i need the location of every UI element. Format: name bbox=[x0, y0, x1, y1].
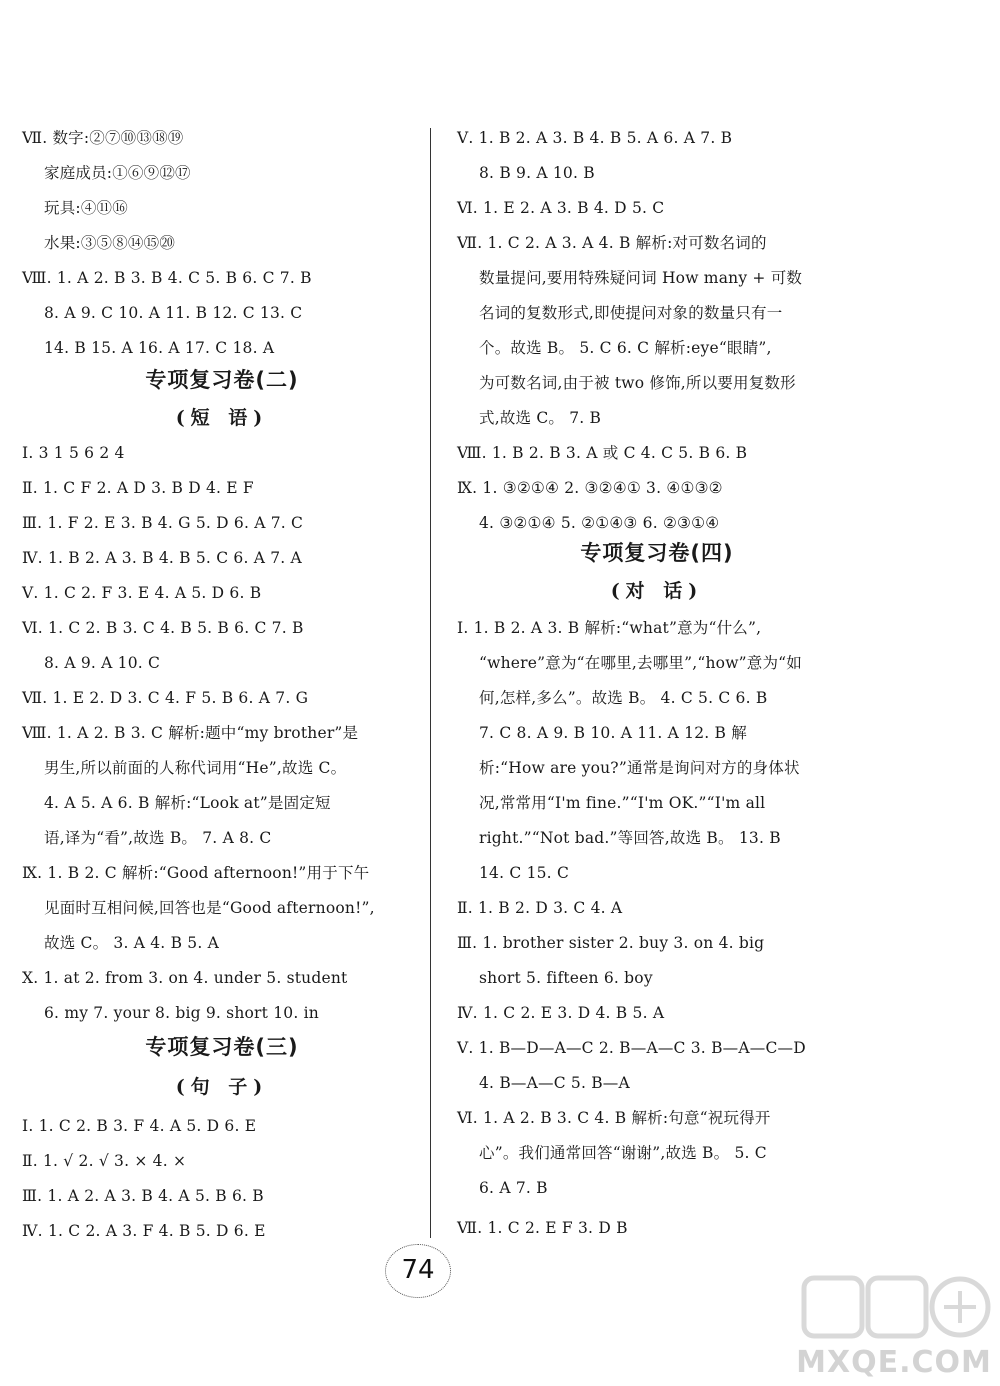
text-line: 6. my 7. your 8. big 9. short 10. in bbox=[44, 1004, 319, 1022]
text-line: short 5. fifteen 6. boy bbox=[479, 969, 653, 987]
text-line: Ⅸ. 1. ③②①④ 2. ③②④① 3. ④①③② bbox=[457, 479, 723, 497]
text-line: Ⅶ. 1. C 2. E F 3. D B bbox=[457, 1219, 628, 1237]
text-line: 心”。我们通常回答“谢谢”,故选 B。 5. C bbox=[479, 1144, 767, 1162]
text-line: Ⅱ. 1. √ 2. √ 3. × 4. × bbox=[22, 1152, 187, 1170]
text-line: Ⅵ. 1. E 2. A 3. B 4. D 5. C bbox=[457, 199, 665, 217]
text-line: Ⅰ. 1. C 2. B 3. F 4. A 5. D 6. E bbox=[22, 1117, 257, 1135]
text-line: 水果:③⑤⑧⑭⑮⑳ bbox=[44, 234, 176, 252]
text-line: 况,常常用“I'm fine.”“I'm OK.”“I'm all bbox=[479, 794, 766, 812]
text-line: 8. A 9. A 10. C bbox=[44, 654, 161, 672]
text-line: 家庭成员:①⑥⑨⑫⑰ bbox=[44, 164, 191, 182]
text-line: 4. B—A—C 5. B—A bbox=[479, 1074, 630, 1092]
text-line: Ⅷ. 1. A 2. B 3. B 4. C 5. B 6. C 7. B bbox=[22, 269, 312, 287]
text-line: 7. C 8. A 9. B 10. A 11. A 12. B 解 bbox=[479, 724, 747, 742]
text-line: Ⅴ. 1. C 2. F 3. E 4. A 5. D 6. B bbox=[22, 584, 262, 602]
text-line: Ⅳ. 1. B 2. A 3. B 4. B 5. C 6. A 7. A bbox=[22, 549, 302, 567]
section-subtitle-3: (句 子) bbox=[175, 1076, 269, 1098]
text-line: Ⅳ. 1. C 2. E 3. D 4. B 5. A bbox=[457, 1004, 665, 1022]
page-number: 74 bbox=[401, 1255, 435, 1285]
text-line: 14. C 15. C bbox=[479, 864, 570, 882]
text-line: Ⅶ. 1. C 2. A 3. A 4. B 解析:对可数名词的 bbox=[457, 234, 767, 252]
text-line: Ⅷ. 1. A 2. B 3. C 解析:题中“my brother”是 bbox=[22, 724, 359, 742]
text-line: Ⅸ. 1. B 2. C 解析:“Good afternoon!”用于下午 bbox=[22, 864, 370, 882]
text-line: 语,译为“看”,故选 B。 7. A 8. C bbox=[44, 829, 272, 847]
text-line: 故选 C。 3. A 4. B 5. A bbox=[44, 934, 219, 952]
text-line: Ⅵ. 1. C 2. B 3. C 4. B 5. B 6. C 7. B bbox=[22, 619, 304, 637]
text-line: Ⅴ. 1. B 2. A 3. B 4. B 5. A 6. A 7. B bbox=[457, 129, 733, 147]
text-line: Ⅱ. 1. C F 2. A D 3. B D 4. E F bbox=[22, 479, 254, 497]
text-line: Ⅳ. 1. C 2. A 3. F 4. B 5. D 6. E bbox=[22, 1222, 266, 1240]
section-subtitle-2: (短 语) bbox=[175, 407, 269, 429]
text-line: “where”意为“在哪里,去哪里”,“how”意为“如 bbox=[479, 654, 803, 672]
text-line: 8. B 9. A 10. B bbox=[479, 164, 595, 182]
text-line: 4. A 5. A 6. B 解析:“Look at”是固定短 bbox=[44, 794, 331, 812]
column-divider bbox=[430, 128, 431, 1238]
text-line: Ⅰ. 1. B 2. A 3. B 解析:“what”意为“什么”, bbox=[457, 619, 762, 637]
text-line: 8. A 9. C 10. A 11. B 12. C 13. C bbox=[44, 304, 303, 322]
section-subtitle-4: (对 话) bbox=[610, 580, 704, 602]
text-line: 男生,所以前面的人称代词用“He”,故选 C。 bbox=[44, 759, 347, 777]
section-heading-4: 专项复习卷(四) bbox=[580, 541, 734, 565]
text-line: Ⅲ. 1. A 2. A 3. B 4. A 5. B 6. B bbox=[22, 1187, 264, 1205]
text-line: 何,怎样,多么”。故选 B。 4. C 5. C 6. B bbox=[479, 689, 768, 707]
text-line: 4. ③②①④ 5. ②①④③ 6. ②③①④ bbox=[479, 514, 720, 532]
watermark-text: MXQE.COM bbox=[796, 1345, 992, 1380]
text-line: right.”“Not bad.”等回答,故选 B。 13. B bbox=[479, 829, 781, 847]
text-line: 式,故选 C。 7. B bbox=[479, 409, 602, 427]
section-heading-3: 专项复习卷(三) bbox=[145, 1035, 299, 1059]
watermark-logo bbox=[794, 1270, 994, 1380]
text-line: Ⅵ. 1. A 2. B 3. C 4. B 解析:句意“祝玩得开 bbox=[457, 1109, 771, 1127]
text-line: Ⅶ. 数字:②⑦⑩⑬⑱⑲ bbox=[22, 129, 184, 147]
text-line: Ⅲ. 1. F 2. E 3. B 4. G 5. D 6. A 7. C bbox=[22, 514, 304, 532]
section-heading-2: 专项复习卷(二) bbox=[145, 368, 299, 392]
text-line: Ⅶ. 1. E 2. D 3. C 4. F 5. B 6. A 7. G bbox=[22, 689, 309, 707]
text-line: Ⅴ. 1. B—D—A—C 2. B—A—C 3. B—A—C—D bbox=[457, 1039, 806, 1057]
text-line: Ⅰ. 3 1 5 6 2 4 bbox=[22, 444, 125, 462]
text-line: 数量提问,要用特殊疑问词 How many + 可数 bbox=[479, 269, 803, 287]
text-line: Ⅱ. 1. B 2. D 3. C 4. A bbox=[457, 899, 623, 917]
text-line: Ⅹ. 1. at 2. from 3. on 4. under 5. student bbox=[22, 969, 348, 987]
text-line: 见面时互相问候,回答也是“Good afternoon!”, bbox=[44, 899, 375, 917]
text-line: 14. B 15. A 16. A 17. C 18. A bbox=[44, 339, 275, 357]
text-line: 析:“How are you?”通常是询问对方的身体状 bbox=[479, 759, 800, 777]
watermark-seal-icon bbox=[794, 1270, 994, 1350]
text-line: 个。故选 B。 5. C 6. C 解析:eye“眼睛”, bbox=[479, 339, 772, 357]
text-line: 玩具:④⑪⑯ bbox=[44, 199, 128, 217]
text-line: 名词的复数形式,即使提问对象的数量只有一 bbox=[479, 304, 783, 322]
text-line: Ⅷ. 1. B 2. B 3. A 或 C 4. C 5. B 6. B bbox=[457, 444, 748, 462]
text-line: 为可数名词,由于被 two 修饰,所以要用复数形 bbox=[479, 374, 796, 392]
text-line: Ⅲ. 1. brother sister 2. buy 3. on 4. big bbox=[457, 934, 765, 952]
text-line: 6. A 7. B bbox=[479, 1179, 548, 1197]
